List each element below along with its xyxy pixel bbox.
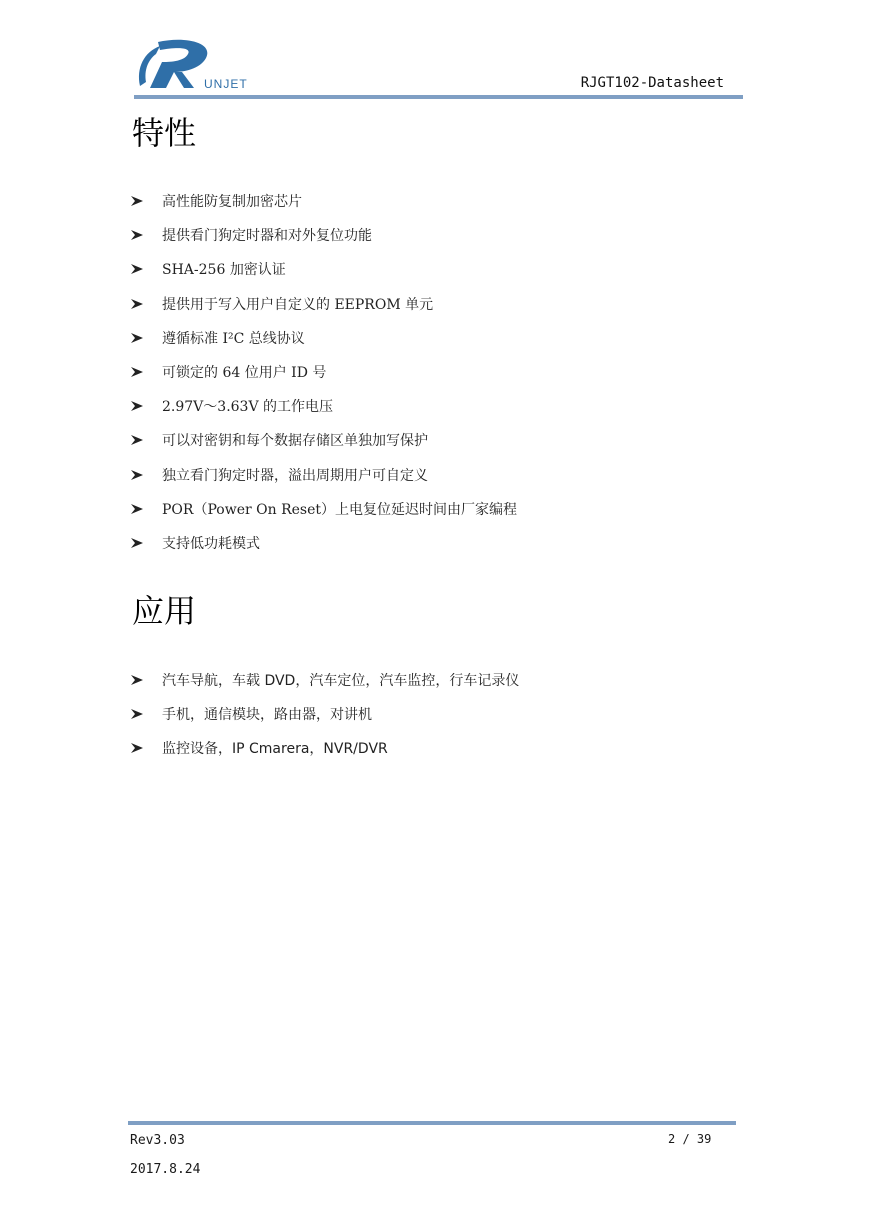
list-item xyxy=(131,321,517,355)
application-text: 监控设备，IP Cmarera，NVR/DVR xyxy=(162,741,388,758)
list-item xyxy=(131,355,517,389)
list-item xyxy=(131,663,519,697)
applications-heading: 应用 xyxy=(132,592,197,630)
feature-text: POR（Power On Reset）上电复位延迟时间由厂家编程 xyxy=(162,501,517,518)
revision-label: Rev3.03 xyxy=(130,1133,185,1148)
list-item xyxy=(131,389,517,423)
list-item xyxy=(131,218,517,252)
list-item xyxy=(131,252,517,286)
features-list xyxy=(131,184,517,560)
application-text: 手机，通信模块，路由器，对讲机 xyxy=(162,707,372,724)
runjet-logo xyxy=(136,38,266,94)
arrow-bullet-icon xyxy=(131,230,162,240)
feature-text: 可以对密钥和每个数据存储区单独加写保护 xyxy=(162,433,428,450)
features-heading: 特性 xyxy=(132,114,197,152)
arrow-bullet-icon xyxy=(131,538,162,548)
feature-text: 可锁定的 64 位用户 ID 号 xyxy=(162,365,327,382)
applications-list xyxy=(131,663,519,766)
feature-text: 高性能防复制加密芯片 xyxy=(162,194,302,211)
logo-text: UNJET xyxy=(204,77,248,91)
feature-text: 提供用于写入用户自定义的 EEPROM 单元 xyxy=(162,296,434,313)
feature-text: 独立看门狗定时器，溢出周期用户可自定义 xyxy=(162,467,428,484)
feature-text: 遵循标准 I²C 总线协议 xyxy=(162,330,305,347)
application-text: 汽车导航，车载 DVD，汽车定位，汽车监控，行车记录仪 xyxy=(162,673,520,690)
document-date: 2017.8.24 xyxy=(130,1162,201,1177)
list-item xyxy=(131,697,519,731)
page-number: 2 / 39 xyxy=(668,1132,712,1146)
arrow-bullet-icon xyxy=(131,709,162,719)
list-item xyxy=(131,423,517,457)
arrow-bullet-icon xyxy=(131,675,162,685)
feature-text: SHA-256 加密认证 xyxy=(162,262,286,279)
list-item xyxy=(131,287,517,321)
footer-divider xyxy=(128,1121,736,1125)
arrow-bullet-icon xyxy=(131,367,162,377)
arrow-bullet-icon xyxy=(131,299,162,309)
list-item xyxy=(131,731,519,765)
list-item xyxy=(131,184,517,218)
header-divider xyxy=(134,95,743,99)
arrow-bullet-icon xyxy=(131,743,162,753)
feature-text: 2.97V～3.63V 的工作电压 xyxy=(162,399,334,416)
arrow-bullet-icon xyxy=(131,504,162,514)
arrow-bullet-icon xyxy=(131,264,162,274)
document-title: RJGT102-Datasheet xyxy=(580,75,724,91)
arrow-bullet-icon xyxy=(131,401,162,411)
list-item xyxy=(131,526,517,560)
arrow-bullet-icon xyxy=(131,196,162,206)
arrow-bullet-icon xyxy=(131,333,162,343)
list-item xyxy=(131,458,517,492)
arrow-bullet-icon xyxy=(131,470,162,480)
feature-text: 支持低功耗模式 xyxy=(162,535,260,552)
list-item xyxy=(131,492,517,526)
arrow-bullet-icon xyxy=(131,435,162,445)
feature-text: 提供看门狗定时器和对外复位功能 xyxy=(162,228,372,245)
